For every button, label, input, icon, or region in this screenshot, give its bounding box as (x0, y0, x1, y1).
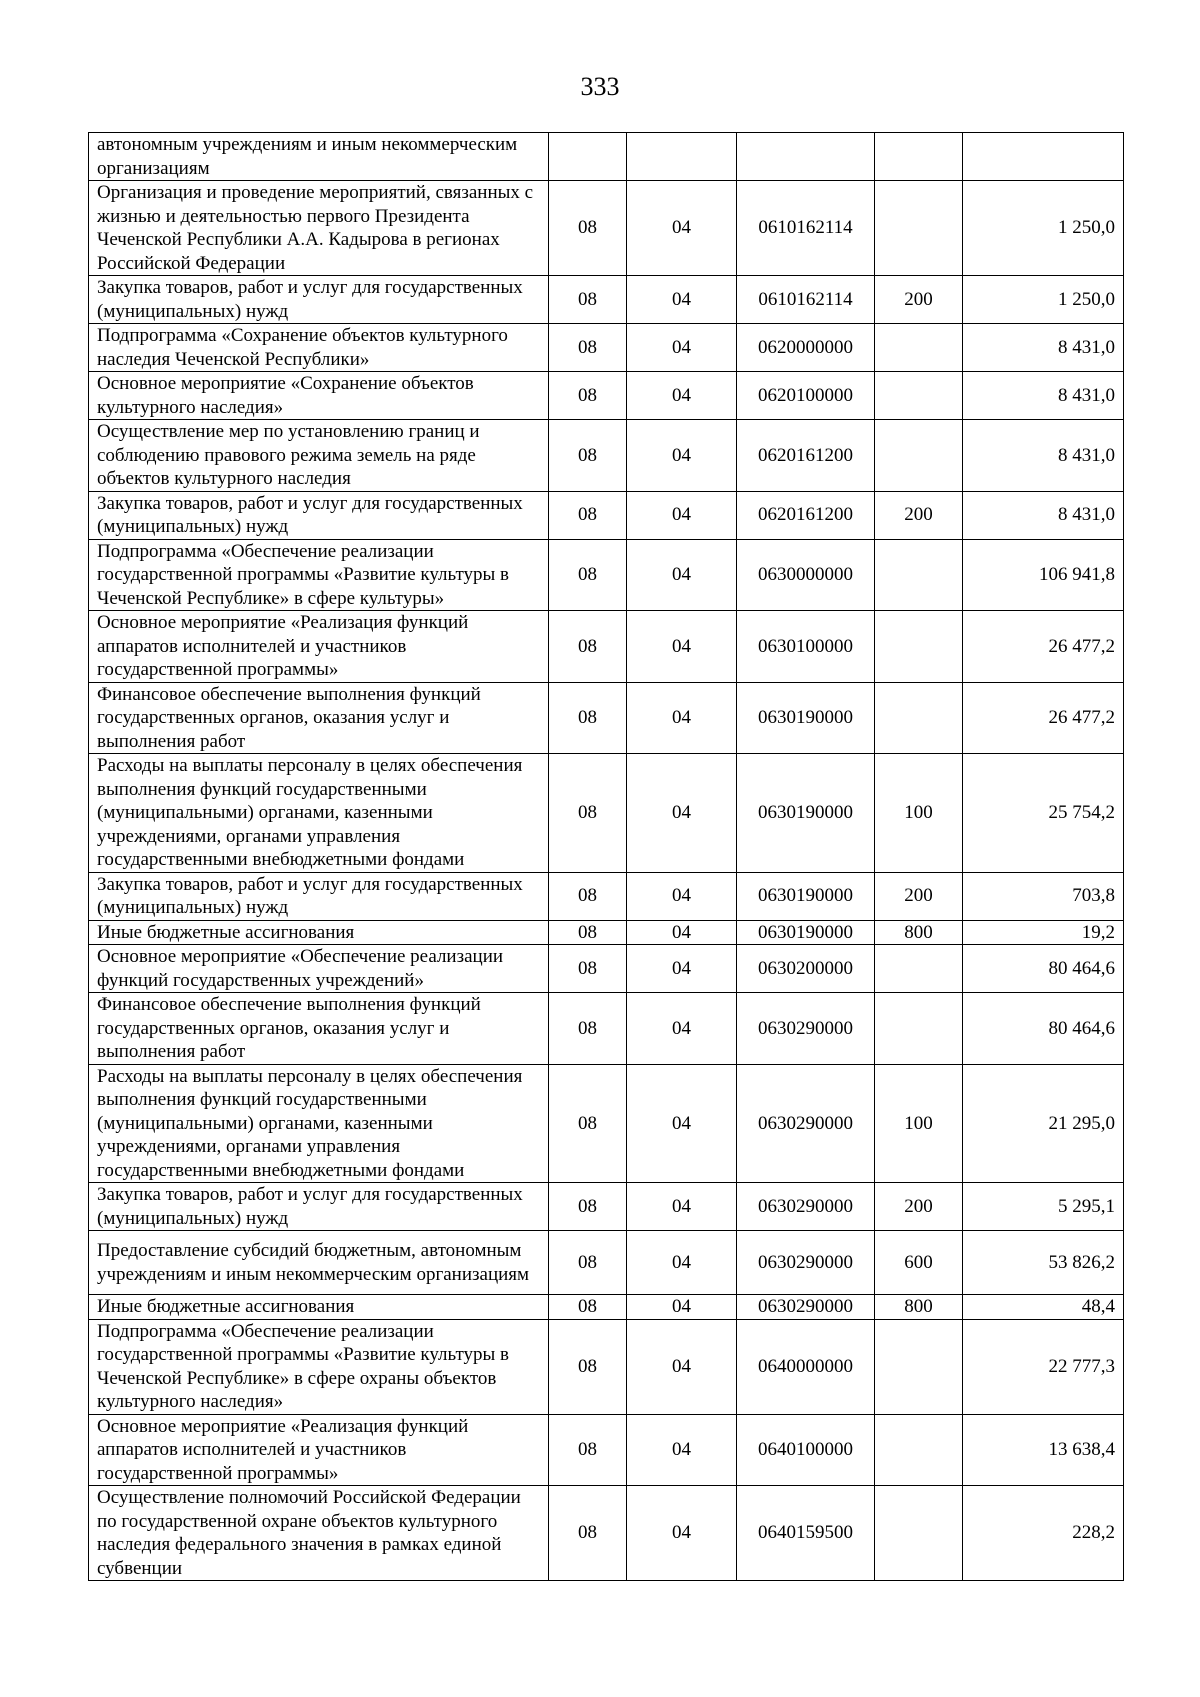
table-row (89, 993, 1124, 1065)
cell-name: Закупка товаров, работ и услуг для государственных (муниципальных) нужд (89, 276, 549, 324)
cell-name: Подпрограмма «Обеспечение реализации государственной программы «Развитие культуры в Чеченской Республике» в сфере культуры» (89, 539, 549, 611)
cell-subsection: 04 (627, 491, 737, 539)
cell-section: 08 (548, 993, 626, 1065)
cell-expense-type (875, 682, 963, 754)
cell-subsection: 04 (627, 1486, 737, 1581)
table-row (89, 1064, 1124, 1183)
cell-expense-type: 200 (875, 276, 963, 324)
table-row (89, 1414, 1124, 1486)
cell-section: 08 (548, 754, 626, 873)
table-row (89, 920, 1124, 945)
cell-name: Закупка товаров, работ и услуг для государственных (муниципальных) нужд (89, 1183, 549, 1231)
cell-section: 08 (548, 1064, 626, 1183)
cell-name: Основное мероприятие «Реализация функций аппаратов исполнителей и участников государственной программы» (89, 611, 549, 683)
table-row (89, 945, 1124, 993)
table-row (89, 1231, 1124, 1295)
cell-expense-type (875, 611, 963, 683)
budget-table (88, 132, 1124, 1581)
table-row (89, 491, 1124, 539)
cell-expense-type: 200 (875, 491, 963, 539)
cell-section (548, 133, 626, 181)
cell-section: 08 (548, 611, 626, 683)
cell-amount: 25 754,2 (963, 754, 1124, 873)
cell-section: 08 (548, 920, 626, 945)
cell-target-article: 0630190000 (736, 872, 874, 920)
cell-section: 08 (548, 945, 626, 993)
cell-subsection: 04 (627, 1064, 737, 1183)
table-row (89, 1319, 1124, 1414)
cell-expense-type: 800 (875, 1295, 963, 1320)
cell-name: Расходы на выплаты персоналу в целях обеспечения выполнения функций государственными (муниципальными) органами, казенными учреждениями, органами управления государственными внебюджетными фондами (89, 1064, 549, 1183)
cell-subsection: 04 (627, 1183, 737, 1231)
cell-expense-type (875, 372, 963, 420)
cell-name: Основное мероприятие «Обеспечение реализации функций государственных учреждений» (89, 945, 549, 993)
cell-section: 08 (548, 276, 626, 324)
cell-section: 08 (548, 682, 626, 754)
cell-target-article: 0630190000 (736, 754, 874, 873)
cell-subsection (627, 133, 737, 181)
cell-subsection: 04 (627, 1319, 737, 1414)
cell-expense-type: 100 (875, 1064, 963, 1183)
cell-name: Закупка товаров, работ и услуг для государственных (муниципальных) нужд (89, 872, 549, 920)
cell-expense-type: 800 (875, 920, 963, 945)
cell-target-article: 0630190000 (736, 920, 874, 945)
cell-target-article: 0630100000 (736, 611, 874, 683)
cell-name: автономным учреждениям и иным некоммерческим организациям (89, 133, 549, 181)
cell-subsection: 04 (627, 920, 737, 945)
cell-amount: 1 250,0 (963, 276, 1124, 324)
cell-name: Финансовое обеспечение выполнения функций государственных органов, оказания услуг и выполнения работ (89, 682, 549, 754)
cell-name: Финансовое обеспечение выполнения функций государственных органов, оказания услуг и выполнения работ (89, 993, 549, 1065)
cell-amount: 19,2 (963, 920, 1124, 945)
cell-subsection: 04 (627, 1414, 737, 1486)
cell-expense-type: 200 (875, 1183, 963, 1231)
cell-amount: 703,8 (963, 872, 1124, 920)
cell-subsection: 04 (627, 324, 737, 372)
cell-amount: 80 464,6 (963, 993, 1124, 1065)
cell-expense-type (875, 993, 963, 1065)
cell-amount: 26 477,2 (963, 682, 1124, 754)
cell-section: 08 (548, 491, 626, 539)
cell-target-article: 0630290000 (736, 1295, 874, 1320)
cell-name: Иные бюджетные ассигнования (89, 920, 549, 945)
cell-section: 08 (548, 1486, 626, 1581)
cell-subsection: 04 (627, 539, 737, 611)
cell-name: Осуществление мер по установлению границ и соблюдению правового режима земель на ряде объектов культурного наследия (89, 420, 549, 492)
cell-expense-type (875, 1414, 963, 1486)
budget-table-body (89, 133, 1124, 1581)
cell-amount: 8 431,0 (963, 324, 1124, 372)
cell-target-article: 0610162114 (736, 181, 874, 276)
table-row (89, 324, 1124, 372)
cell-target-article: 0620100000 (736, 372, 874, 420)
cell-target-article: 0610162114 (736, 276, 874, 324)
cell-expense-type: 200 (875, 872, 963, 920)
cell-subsection: 04 (627, 1231, 737, 1295)
cell-section: 08 (548, 1183, 626, 1231)
table-row (89, 611, 1124, 683)
cell-name: Основное мероприятие «Сохранение объектов культурного наследия» (89, 372, 549, 420)
cell-section: 08 (548, 1295, 626, 1320)
cell-subsection: 04 (627, 1295, 737, 1320)
table-row (89, 1295, 1124, 1320)
cell-section: 08 (548, 872, 626, 920)
cell-expense-type (875, 324, 963, 372)
cell-name: Организация и проведение мероприятий, связанных с жизнью и деятельностью первого Президента Чеченской Республики А.А. Кадырова в регионах Российской Федерации (89, 181, 549, 276)
cell-amount: 48,4 (963, 1295, 1124, 1320)
cell-name: Осуществление полномочий Российской Федерации по государственной охране объектов культурного наследия федерального значения в рамках единой субвенции (89, 1486, 549, 1581)
cell-section: 08 (548, 1319, 626, 1414)
cell-name: Основное мероприятие «Реализация функций аппаратов исполнителей и участников государственной программы» (89, 1414, 549, 1486)
cell-target-article: 0630290000 (736, 1183, 874, 1231)
cell-amount: 13 638,4 (963, 1414, 1124, 1486)
cell-target-article: 0620161200 (736, 420, 874, 492)
cell-amount: 1 250,0 (963, 181, 1124, 276)
cell-expense-type: 600 (875, 1231, 963, 1295)
cell-expense-type (875, 539, 963, 611)
cell-name: Расходы на выплаты персоналу в целях обеспечения выполнения функций государственными (муниципальными) органами, казенными учреждениями, органами управления государственными внебюджетными фондами (89, 754, 549, 873)
cell-section: 08 (548, 539, 626, 611)
cell-target-article: 0640000000 (736, 1319, 874, 1414)
cell-amount: 106 941,8 (963, 539, 1124, 611)
table-row (89, 872, 1124, 920)
table-row (89, 682, 1124, 754)
cell-section: 08 (548, 1414, 626, 1486)
cell-subsection: 04 (627, 276, 737, 324)
cell-subsection: 04 (627, 420, 737, 492)
cell-target-article: 0620161200 (736, 491, 874, 539)
cell-target-article: 0630290000 (736, 1064, 874, 1183)
table-row (89, 754, 1124, 873)
cell-name: Подпрограмма «Обеспечение реализации государственной программы «Развитие культуры в Чеченской Республике» в сфере охраны объектов культурного наследия» (89, 1319, 549, 1414)
cell-target-article: 0640159500 (736, 1486, 874, 1581)
cell-section: 08 (548, 372, 626, 420)
table-row (89, 1486, 1124, 1581)
cell-expense-type (875, 133, 963, 181)
cell-expense-type (875, 945, 963, 993)
table-row (89, 420, 1124, 492)
table-row (89, 133, 1124, 181)
cell-subsection: 04 (627, 872, 737, 920)
table-row (89, 276, 1124, 324)
cell-target-article: 0630200000 (736, 945, 874, 993)
cell-name: Предоставление субсидий бюджетным, автономным учреждениям и иным некоммерческим организациям (89, 1231, 549, 1295)
cell-target-article: 0630290000 (736, 1231, 874, 1295)
cell-name: Иные бюджетные ассигнования (89, 1295, 549, 1320)
cell-target-article: 0620000000 (736, 324, 874, 372)
cell-section: 08 (548, 181, 626, 276)
cell-amount (963, 133, 1124, 181)
table-row (89, 539, 1124, 611)
cell-amount: 8 431,0 (963, 372, 1124, 420)
cell-subsection: 04 (627, 754, 737, 873)
cell-subsection: 04 (627, 181, 737, 276)
cell-expense-type (875, 181, 963, 276)
cell-amount: 8 431,0 (963, 420, 1124, 492)
cell-amount: 21 295,0 (963, 1064, 1124, 1183)
cell-expense-type (875, 1319, 963, 1414)
cell-amount: 22 777,3 (963, 1319, 1124, 1414)
cell-amount: 80 464,6 (963, 945, 1124, 993)
cell-name: Закупка товаров, работ и услуг для государственных (муниципальных) нужд (89, 491, 549, 539)
cell-amount: 228,2 (963, 1486, 1124, 1581)
cell-section: 08 (548, 324, 626, 372)
cell-expense-type (875, 1486, 963, 1581)
cell-section: 08 (548, 420, 626, 492)
table-row (89, 1183, 1124, 1231)
cell-amount: 53 826,2 (963, 1231, 1124, 1295)
cell-target-article: 0630290000 (736, 993, 874, 1065)
cell-target-article: 0630000000 (736, 539, 874, 611)
cell-subsection: 04 (627, 372, 737, 420)
cell-amount: 26 477,2 (963, 611, 1124, 683)
cell-amount: 8 431,0 (963, 491, 1124, 539)
cell-subsection: 04 (627, 945, 737, 993)
cell-name: Подпрограмма «Сохранение объектов культурного наследия Чеченской Республики» (89, 324, 549, 372)
cell-subsection: 04 (627, 993, 737, 1065)
cell-subsection: 04 (627, 611, 737, 683)
cell-section: 08 (548, 1231, 626, 1295)
cell-target-article (736, 133, 874, 181)
table-row (89, 372, 1124, 420)
cell-subsection: 04 (627, 682, 737, 754)
cell-target-article: 0640100000 (736, 1414, 874, 1486)
cell-expense-type: 100 (875, 754, 963, 873)
table-row (89, 181, 1124, 276)
cell-expense-type (875, 420, 963, 492)
cell-amount: 5 295,1 (963, 1183, 1124, 1231)
cell-target-article: 0630190000 (736, 682, 874, 754)
page-number: 333 (580, 72, 620, 101)
